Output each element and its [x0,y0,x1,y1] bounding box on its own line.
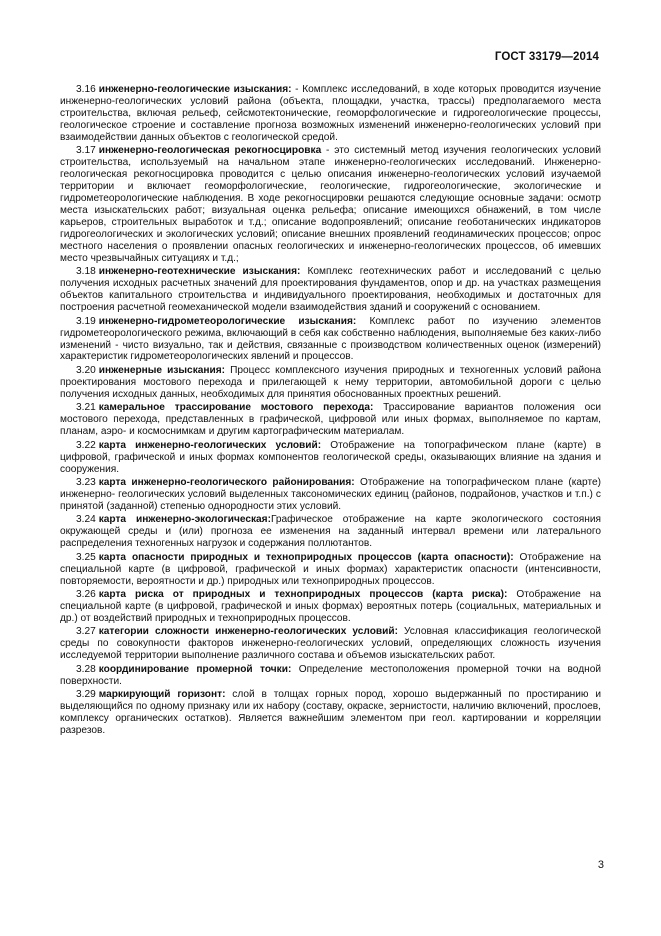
entry-number: 3.20 [76,364,96,376]
entry-number: 3.19 [76,315,96,327]
entry-number: 3.18 [76,266,96,278]
entry-3-26 [60,589,601,625]
entry-term: координирование промерной точки: [98,663,292,675]
entry-number: 3.29 [76,689,96,701]
entry-number: 3.16 [76,84,96,95]
entry-definition: Отображение на топографическом плане (карте) инженерно- геологических условий выделенных таксономических единиц (районов, подрайонов, участков и т.п.) с принятой (заданной) степенью однородности этих условий. [60,477,601,512]
entry-term: инженерно-гидрометеорологические изыскания: [98,315,357,327]
entry-3-23 [60,477,601,513]
entry-definition: Условная классификация геологической среды по совокупности факторов инженерно-геологических условий, определяющих сложность изучения исследуемой территории выполнение различного состава и объемов изыскательских работ. [60,626,601,662]
entry-3-21 [60,402,601,438]
entry-term: камеральное трассирование мостового перехода: [98,402,374,414]
entry-3-29 [60,689,601,737]
entry-definition: Определение местоположения промерной точки на водной поверхности. [60,663,601,687]
entry-term: карта инженерно-геологических условий: [98,439,322,451]
entry-number: 3.27 [76,626,96,638]
entry-term: инженерно-геологические изыскания: [98,84,292,95]
entry-term: карта инженерно-геологического районирования: [98,477,355,488]
entry-3-28 [60,664,601,688]
entry-definition: слой в толщах горных пород, хорошо выдержанный по простиранию и выделяющийся по одному признаку или их набору (составу, окраске, зернистости, наличию включений, прослоев, комплексу органических остатков). Является важнейшим элементом при геол. картировании и корреляции разрезов. [60,689,602,737]
entry-3-22 [60,440,601,476]
entry-term: карта опасности природных и технoприродных процессов (карта опасности): [98,551,514,563]
entry-term: карта риска от природных и технoприродных процессов (карта риска): [98,589,508,601]
entry-number: 3.25 [76,551,96,563]
entry-definition: - Комплекс исследований, в ходе которых проводится изучение инженерно-геологических условий района (объекта, площадки, участка, трассы) предполагаемого места строительства, включая рельеф, сейсмотектонические, геоморфологические и гидрогеологические процессы, геологическое строение и составление прогноза возможных изменений инженерно-геологических условий при взаимодействии данных объектов с геологической средой. [60,84,601,143]
entry-number: 3.17 [76,145,96,157]
entry-number: 3.21 [76,402,96,414]
entry-number: 3.22 [76,439,96,451]
entry-definition: Процесс комплексного изучения природных и техногенных условий района проектирования мостового перехода и прилегающей к нему территории, автомобильной дороги с целью получения исходных данных, необходимых для принятия обоснованных проектных решений. [60,364,601,400]
document-body [60,84,601,739]
entry-3-17 [60,145,601,265]
entry-term: карта инженерно-экологическая: [98,514,271,526]
entry-3-24 [60,514,601,550]
entry-term: маркирующий горизонт: [98,689,226,701]
entry-3-19 [60,316,601,364]
entry-definition: Графическое отображение на карте экологического состояния окружающей среды и (или) прогноза ее изменения на заданный интервал времени или латерального распределения техногенных нагрузок и содержания поллютантов. [60,514,601,550]
entry-definition: Трассирование вариантов положения оси мостового перехода, представленных в графической, цифровой или иных формах, выполняемое по картам, планам, аэро- и космоснимкам и другим картографическим материалам. [60,402,601,438]
entry-definition: Отображение на специальной карте (в цифровой, графической и иных формах) вероятных потерь (социальных, материальных и др.) от воздействий природных и технoприродных процессов. [60,589,601,624]
entry-3-16 [60,84,601,144]
entry-term: инженерно-геотехнические изыскания: [98,266,301,278]
entry-definition: Отображение на специальной карте (в цифровой, графической и иных формах) характеристик опасности (интенсивности, повторяемости, вероятности и др.) природных или технoприродных процессов. [60,551,601,587]
entry-term: инженерно-геологическая рекогносцировка [98,145,322,157]
entry-3-20 [60,365,601,401]
entry-number: 3.23 [76,477,96,488]
entry-term: категории сложности инженерно-геологических условий: [98,626,398,638]
page-number: 3 [597,859,604,871]
entry-number: 3.24 [76,514,96,526]
entry-3-25 [60,552,601,588]
entry-definition: Комплекс геотехнических работ и исследований с целью получения исходных расчетных значений для проектирования фундаментов, опор и др. на участках размещения объектов капитального строительства и индивидуального проектирования, необходимых и достаточных для построения расчетной геомеханической модели взаимодействия зданий и сооружений с основанием. [60,266,602,314]
entry-number: 3.28 [76,663,96,675]
entry-3-18 [60,266,601,314]
entry-3-27 [60,626,601,662]
entry-definition: - это системный метод изучения геологических условий строительства, используемый на начальном этапе инженерно-геологических исследований. Инженерно-геологическая рекогносцировка проводится с целью описания инженерно-геологических условий изучаемой территории и включает геоморфологические, геологические, гидрогеологические, экологические и гидрометеорологические наблюдения. В ходе рекогносцировки решаются следующие основные задачи: осмотр места изыскательских работ; визуальная оценка рельефа; описание имеющихся обнажений, в том числе карьеров, строительных выработок и т.д.; описание водопроявлений; описание геоботанических индикаторов гидрогеологических и экологических условий; описание внешних проявлений геодинамических процессов; опрос местного населения о проявлении опасных геологических и инженерно-геологических процессов, об имевших место чрезвычайных ситуациях и т.д.; [60,145,601,264]
standard-header: ГОСТ 33179—2014 [494,51,599,63]
entry-number: 3.26 [76,589,96,601]
entry-definition: Комплекс работ по изучению элементов гидрометеорологического режима, включающий в себя как собственно наблюдения, выполняемые без каких-либо изменений - чисто визуально, так и действия, связанные с производством количественных оценок (измерений) характеристик гидрометеорологических явлений и процессов. [60,315,601,363]
entry-term: инженерные изыскания: [98,364,226,376]
entry-definition: Отображение на топографическом плане (карте) в цифровой, графической и иных формах компонентов геологической среды, оказывающих влияние на здания и сооружения. [60,439,601,475]
